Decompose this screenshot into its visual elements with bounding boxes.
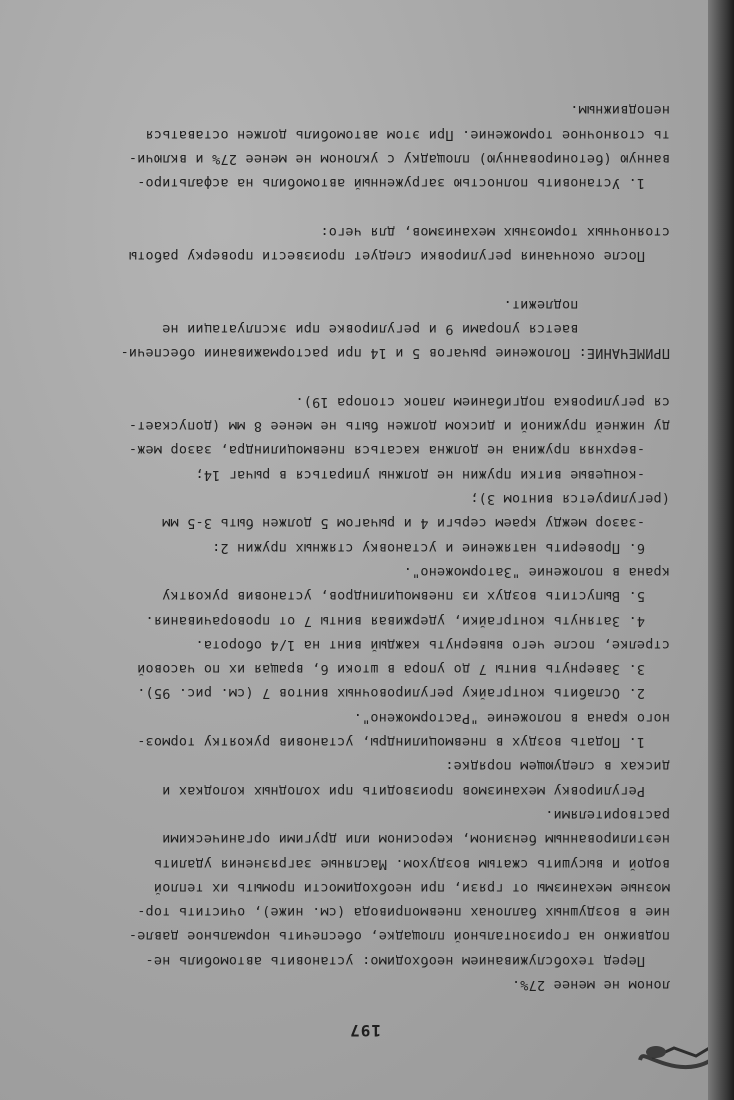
- page-number: 197: [349, 1021, 381, 1040]
- text-line: 2. Ослабить контргайку регулировочных винтов 7 (см. рис. 95).: [137, 685, 670, 702]
- text-line: ся регулировка подгибанием лапок стопора 19).: [295, 393, 670, 410]
- text-lines: [60, 98, 670, 997]
- text-line: 5. Выпустить воздух из пневмоцилиндров, установив рукоятку: [162, 588, 670, 605]
- text-line: неэтилированным бензином, керосином или другими органическими: [162, 831, 670, 848]
- text-line: ного крана в положение "Расторможено".: [353, 709, 670, 726]
- text-line: 1. Подать воздух в пневмоцилиндры, установив рукоятку тормоз-: [137, 734, 670, 751]
- text-line: вается упорами 9 и регулировке при эксплуатации не: [162, 320, 670, 337]
- text-line: ПРИМЕЧАНИЕ: Положение рычагов 5 и 14 при растормаживании обеспечи-: [120, 345, 670, 362]
- text-line: Регулировку механизмов производить при холодных колодках и: [162, 782, 670, 799]
- text-line: -верхняя пружина не должна касаться пневмоцилиндра, зазор меж-: [128, 442, 670, 459]
- text-line: 3. Завернуть винты 7 до упора в штоки 6, вращая их по часовой: [137, 661, 670, 678]
- text-line: После окончания регулировки следует произвести проверку работы: [128, 248, 670, 265]
- text-line: неподвижным.: [570, 102, 670, 119]
- text-line: 1. Установить полностью загруженный автомобиль на асфальтиро-: [137, 175, 670, 192]
- text-line: ние в воздушных баллонах пневмопривода (см. ниже), очистить тор-: [137, 904, 670, 921]
- text-line: стояночных тормозных механизмов, для чего:: [320, 223, 670, 240]
- text-line: [60, 268, 670, 292]
- page-edge-shadow: [708, 0, 734, 1100]
- text-line: водой и высушить сжатым воздухом. Масляные загрязнения удалить: [153, 855, 670, 872]
- text-line: ть стояночное торможение. При этом автомобиль должен оставаться: [145, 126, 670, 143]
- text-line: подлежит.: [503, 296, 670, 313]
- text-line: растворителями.: [545, 806, 670, 823]
- text-line: мозные механизмы от грязи, при необходимости промыть их теплой: [153, 879, 670, 896]
- text-line: 6. Проверить натяжение и установку стяжных пружин 2:: [211, 539, 670, 556]
- text-line: Перед техобслуживанием необходимо: установить автомобиль не-: [145, 952, 670, 969]
- text-line: лоном не менее 27%.: [511, 977, 670, 993]
- text-line: подвижно на горизонтальной площадке, обеспечить нормальное давле-: [128, 928, 670, 945]
- text-line: стрелке, после чего вывернуть каждый винт на 1/4 оборота.: [195, 636, 670, 653]
- text-line: ванную (бетонированную) площадку с уклоном не менее 27% и включи-: [128, 150, 670, 167]
- text-line: 4. Затянуть контргайки, удерживая винты 7 от проворачивания.: [145, 612, 670, 629]
- text-line: крана в положение "Заторможено".: [403, 563, 670, 580]
- text-line: дисках в следующем порядке:: [445, 758, 670, 775]
- text-line: -зазор между краем серьги 4 и рычагом 5 должен быть 3-5 мм: [162, 515, 670, 532]
- page-body: [60, 98, 670, 1040]
- text-line: ду нижней пружиной и диском должен быть не менее 8 мм (допускает-: [128, 418, 670, 435]
- text-line: [60, 365, 670, 389]
- text-line: (регулируется винтом 3);: [470, 491, 670, 508]
- text-line: -концевые витки пружин не должны упираться в рычаг 14;: [195, 466, 670, 483]
- text-line: [60, 195, 670, 219]
